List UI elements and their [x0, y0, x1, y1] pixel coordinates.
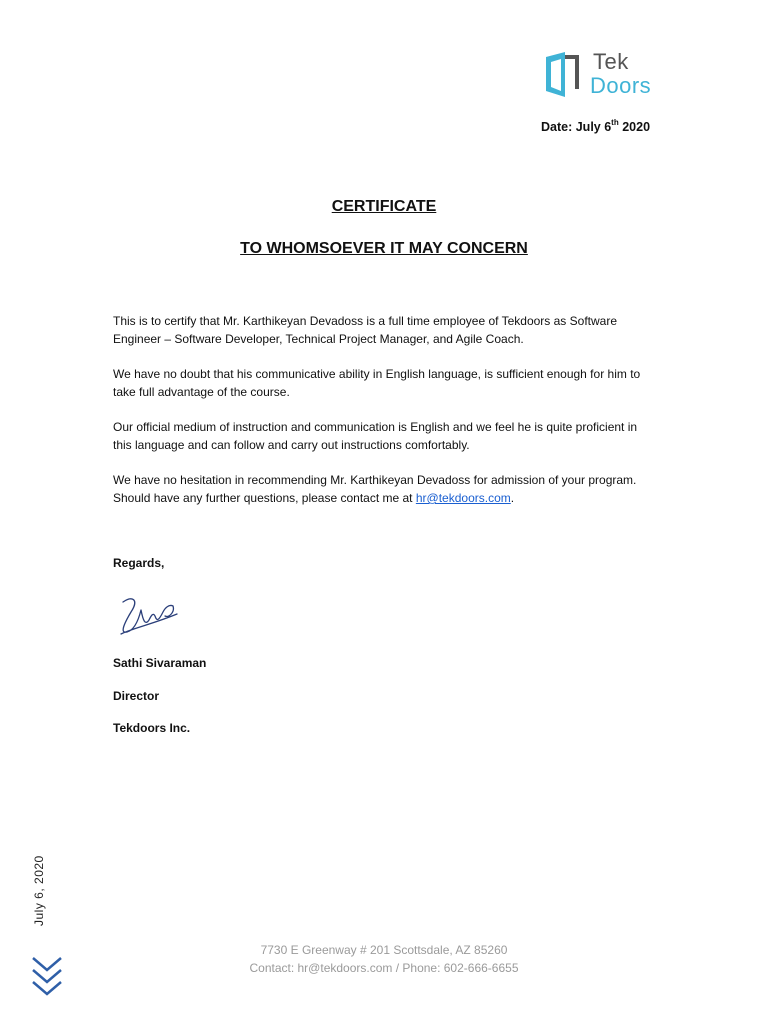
signer-company: Tekdoors Inc.	[113, 721, 191, 735]
regards-text: Regards,	[113, 556, 165, 570]
concern-title: TO WHOMSOEVER IT MAY CONCERN	[240, 240, 528, 257]
paragraph-recommendation	[113, 471, 658, 507]
paragraph-english-ability: We have no doubt that his communicative ability in English language, is sufficient enough for him to take full advantage of the course.	[113, 367, 641, 399]
date-prefix: Date: July 6	[541, 120, 612, 135]
footer-contact: Contact: hr@tekdoors.com / Phone: 602-666-6655	[249, 961, 519, 975]
logo-text-doors: Doors	[590, 73, 652, 98]
date-suffix: th	[611, 118, 619, 127]
paragraph-employment: This is to certify that Mr. Karthikeyan Devadoss is a full time employee of Tekdoors as Software Engineer – Software Developer, Technical Project Manager, and Agile Coach.	[113, 314, 617, 346]
certificate-title: CERTIFICATE	[331, 198, 437, 215]
signer-title: Director	[113, 689, 160, 703]
tekdoors-logo-icon	[543, 51, 585, 103]
company-logo	[543, 49, 683, 105]
recommendation-text: We have no hesitation in recommending Mr. Karthikeyan Devadoss for admission of your program. Should have any further questions, please contact me at	[113, 473, 637, 505]
footer-address: 7730 E Greenway # 201 Scottsdale, AZ 85260	[260, 943, 508, 957]
vertical-date: July 6, 2020	[32, 855, 46, 926]
paragraph-medium: Our official medium of instruction and communication is English and we feel he is quite proficient in this language and can follow and carry out instructions comfortably.	[113, 420, 638, 452]
email-link[interactable]: hr@tekdoors.com	[415, 491, 511, 505]
signer-name: Sathi Sivaraman	[113, 656, 207, 670]
recommendation-end: .	[510, 491, 515, 505]
date-year: 2020	[622, 120, 651, 135]
chevron-down-icon	[30, 955, 64, 1001]
letter-date	[541, 119, 650, 134]
logo-text-tek: Tek	[593, 49, 629, 74]
signature-image	[113, 590, 183, 640]
